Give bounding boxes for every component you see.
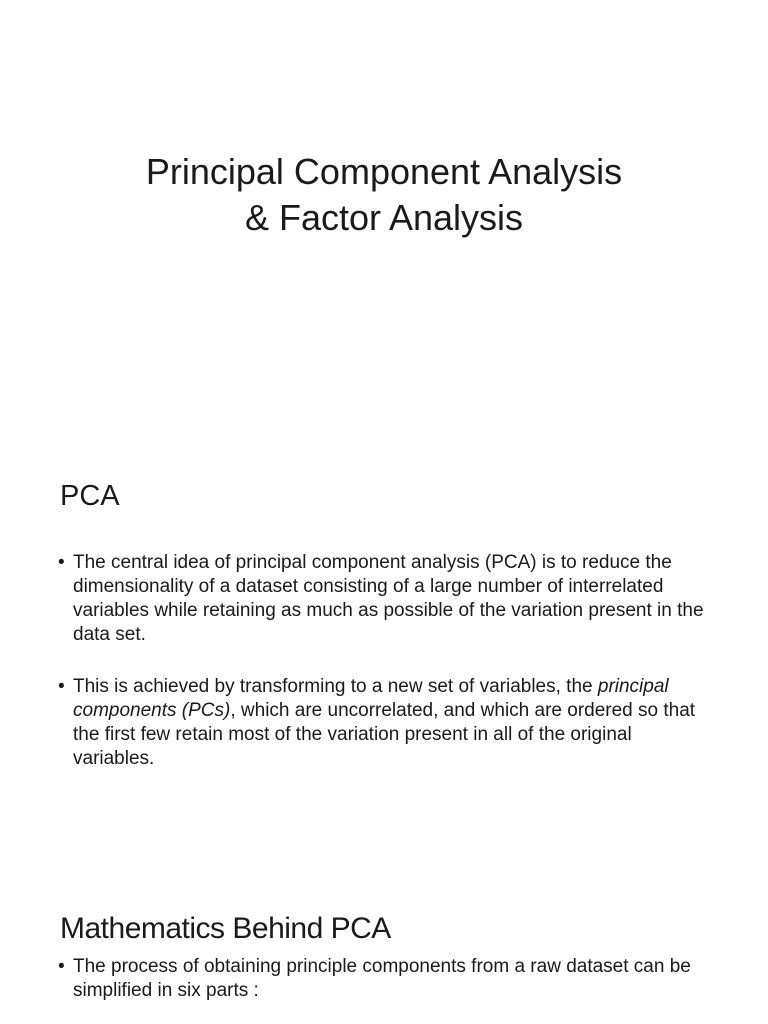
title-slide — [0, 0, 768, 452]
title-line-1: Principal Component Analysis — [145, 151, 623, 193]
bullet-text-end: , which are uncorrelated, and which are ordered so that the first few retain most of the variation present in all of the original variables. — [73, 700, 696, 769]
title-line-2: & Factor Analysis — [244, 197, 524, 239]
slide-heading: Mathematics Behind PCA — [60, 912, 391, 945]
bullet-list — [58, 955, 708, 1024]
math-slide — [0, 880, 768, 1024]
bullet-emphasis: principal components (PCs) — [73, 676, 669, 721]
bullet-text-start: This is achieved by transforming to a new set of variables, the — [73, 676, 598, 697]
bullet-marker: • — [58, 552, 65, 573]
bullet-list — [58, 551, 708, 799]
presentation-title — [0, 149, 768, 241]
bullet-marker: • — [58, 676, 65, 697]
pca-slide — [0, 452, 768, 880]
bullet-text: The process of obtaining principle components from a raw dataset can be simplified in six parts : — [73, 956, 691, 1001]
slide-heading: PCA — [60, 480, 120, 512]
bullet-text: The central idea of principal component analysis (PCA) is to reduce the dimensionality of a dataset consisting of a large number of interrelated variables while retaining as much as possible of the variation present in the data set. — [73, 552, 704, 645]
bullet-marker: • — [58, 956, 65, 977]
bullet-item — [58, 675, 708, 771]
bullet-item — [58, 551, 708, 647]
bullet-item — [58, 955, 708, 1003]
